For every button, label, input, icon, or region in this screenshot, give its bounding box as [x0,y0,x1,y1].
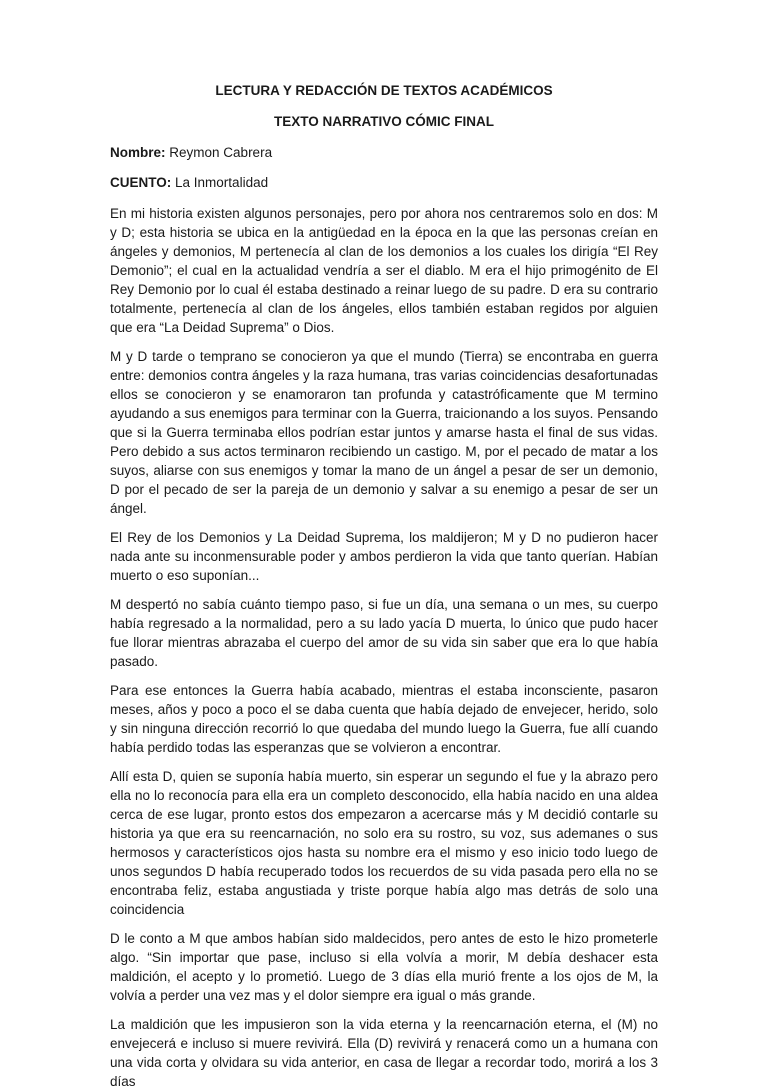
author-line [110,144,658,162]
paragraph-3: El Rey de los Demonios y La Deidad Suprema, los maldijeron; M y D no pudieron hacer nada ante su inconmensurable poder y ambos perdieron la vida que tanto querían. Habían muerto o eso suponían... [110,530,658,583]
story-title: La Inmortalidad [175,175,269,190]
paragraph-8: La maldición que les impusieron son la vida eterna y la reencarnación eterna, el (M) no envejecerá e incluso si muere revivirá. Ella (D) revivirá y renacerá como un a humana con una vida corta y olvidara su vida anterior, en casa de llegar a recordar todo, morirá a los 3 días [110,1017,658,1089]
story-line [110,174,658,192]
paragraph-4: M despertó no sabía cuánto tiempo paso, si fue un día, una semana o un mes, su cuerpo había regresado a la normalidad, pero a su lado yacía D muerta, lo único que pudo hacer fue llorar mientras abrazaba el cuerpo del amor de su vida sin saber que era lo que había pasado. [110,597,658,669]
story-label: CUENTO: [110,175,172,190]
document-subtitle: TEXTO NARRATIVO CÓMIC FINAL [274,114,494,129]
paragraph-6: Allí esta D, quien se suponía había muerto, sin esperar un segundo el fue y la abrazo pero ella no lo reconocía para ella era un completo desconocido, ella había nacido en una aldea cerca de ese lugar, pronto estos dos empezaron a acercarse más y M decidió contarle su historia ya que era su reencarnación, no solo era su rostro, su voz, sus ademanes o sus hermosos y característicos ojos hasta su nombre era el mismo y eso inicio todo luego de unos segundos D había recuperado todos los recuerdos de su vida pasada pero ella no se encontraba feliz, estaba angustiada y triste porque había algo mas detrás de solo una coincidencia [110,769,658,917]
paragraph-5: Para ese entonces la Guerra había acabado, mientras el estaba inconsciente, pasaron meses, años y poco a poco el se daba cuenta que había dejado de envejecer, herido, solo y sin ninguna dirección recorrió lo que quedaba del mundo luego la Guerra, fue allí cuando había perdido todas las esperanzas que se volvieron a encontrar. [110,683,658,755]
document-title: LECTURA Y REDACCIÓN DE TEXTOS ACADÉMICOS [215,83,553,98]
author-name: Reymon Cabrera [169,145,273,160]
paragraph-2: M y D tarde o temprano se conocieron ya que el mundo (Tierra) se encontraba en guerra entre: demonios contra ángeles y la raza humana, tras varias coincidencias desafortunadas ellos se conocieron y se enamoraron tan profunda y catastróficamente que M termino ayudando a sus enemigos para terminar con la Guerra, traicionando a los suyos. Pensando que si la Guerra terminaba ellos podrían estar juntos y amarse hasta el final de sus vidas. Pero debido a sus actos terminaron recibiendo un castigo. M, por el pecado de matar a los suyos, aliarse con sus enemigos y tomar la mano de un ángel a pesar de ser un demonio, D por el pecado de ser la pareja de un demonio y salvar a su enemigo a pesar de ser un ángel. [110,349,658,516]
paragraph-1: En mi historia existen algunos personajes, pero por ahora nos centraremos solo en dos: M y D; esta historia se ubica en la antigüedad en la época en la que las personas creían en ángeles y demonios, M pertenecía al clan de los demonios a los cuales los dirigía “El Rey Demonio”; el cual en la actualidad vendría a ser el diablo. M era el hijo primogénito de El Rey Demonio por lo cual él estaba destinado a reinar luego de su padre. D era su contrario totalmente, pertenecía al clan de los ángeles, ellos también estaban regidos por alguien que era “La Deidad Suprema” o Dios. [110,206,658,335]
paragraph-7: D le conto a M que ambos habían sido maldecidos, pero antes de esto le hizo prometerle algo. “Sin importar que pase, incluso si ella volvía a morir, M debía deshacer esta maldición, el acepto y lo prometió. Luego de 3 días ella murió frente a los ojos de M, la volvía a perder una vez mas y el dolor siempre era igual o más grande. [110,931,658,1003]
name-label: Nombre: [110,145,166,160]
